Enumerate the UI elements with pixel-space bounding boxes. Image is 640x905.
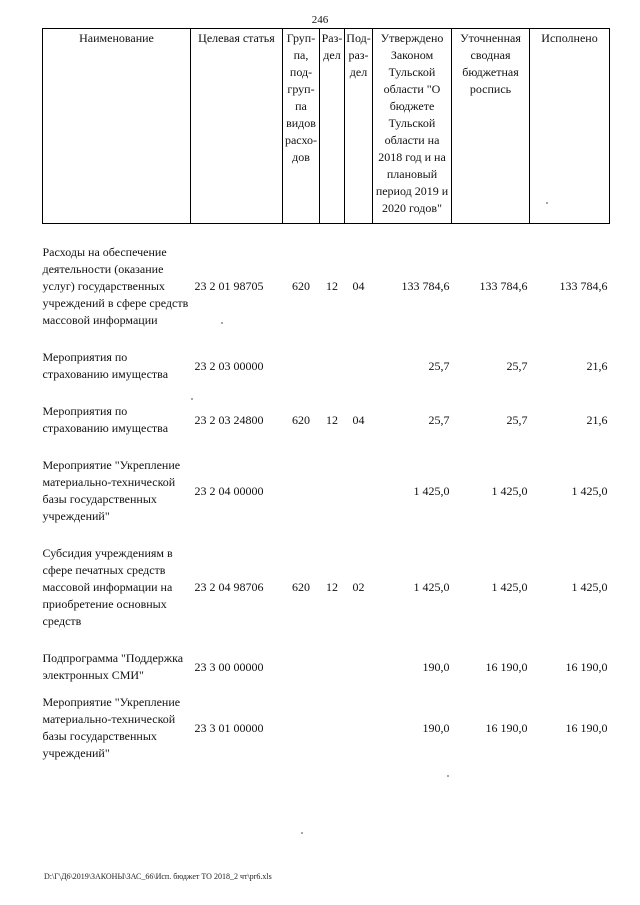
row-section: 12	[326, 412, 338, 427]
col-header-revised: Уточненная сводная бюджетная роспись	[452, 29, 530, 224]
row-name: Расходы на обеспечение деятельности (оказание услуг) государственных учреждений в сфере средств массовой информации	[42, 245, 189, 327]
table-row	[43, 403, 610, 437]
row-section	[320, 349, 345, 383]
table-row	[43, 457, 610, 525]
col-header-approved: Утверждено Законом Тульской области "О бюджете Тульской области на 2018 год и на плановый период 2019 и 2020 годов"	[373, 29, 452, 224]
row-subsection	[345, 650, 373, 684]
row-approved: 133 784,6	[401, 279, 450, 293]
row-name: Мероприятия по страхованию имущества	[42, 404, 169, 435]
row-executed: 16 190,0	[565, 720, 608, 735]
col-header-target-article: Целевая статья	[191, 29, 283, 224]
row-subsection	[345, 457, 373, 525]
page-number: 246	[311, 14, 329, 26]
row-code: 23 3 01 00000	[194, 720, 264, 735]
row-executed: 1 425,0	[571, 580, 608, 594]
row-revised: 1 425,0	[491, 483, 528, 498]
row-revised: 16 190,0	[485, 720, 528, 735]
row-name: Подпрограмма "Поддержка электронных СМИ"	[42, 651, 184, 682]
scan-speck	[301, 832, 303, 834]
row-approved: 25,7	[428, 358, 450, 373]
row-subsection: 04	[352, 279, 365, 293]
row-approved: 190,0	[422, 659, 450, 674]
row-name: Мероприятие "Укрепление материально-технической базы государственных учреждений"	[42, 695, 181, 760]
row-code: 23 2 04 98706	[194, 580, 264, 594]
row-code: 23 2 04 00000	[194, 483, 264, 498]
row-expense-group	[283, 694, 320, 762]
row-section	[320, 457, 345, 525]
row-subsection	[345, 349, 373, 383]
row-name: Мероприятие "Укрепление материально-технической базы государственных учреждений"	[42, 458, 181, 523]
row-subsection: 04	[352, 412, 365, 427]
row-revised: 25,7	[506, 358, 528, 373]
col-header-name: Наименование	[43, 29, 191, 224]
col-header-expense-group: Груп-па, под-груп-па видов расхо-дов	[283, 29, 320, 224]
row-expense-group	[283, 349, 320, 383]
row-section: 12	[326, 279, 338, 293]
row-executed: 1 425,0	[571, 483, 608, 498]
row-name: Субсидия учреждениям в сфере печатных средств массовой информации на приобретение основных средств	[42, 546, 173, 628]
col-header-section: Раз-дел	[320, 29, 345, 224]
row-expense-group	[283, 650, 320, 684]
row-executed: 16 190,0	[565, 659, 608, 674]
row-approved: 1 425,0	[413, 580, 450, 594]
row-section: 12	[326, 580, 338, 594]
row-expense-group: 620	[292, 580, 310, 594]
col-header-executed: Исполнено	[530, 29, 610, 224]
row-expense-group: 620	[292, 412, 310, 427]
table-row	[43, 545, 610, 630]
row-section	[320, 694, 345, 762]
row-executed: 133 784,6	[559, 279, 608, 293]
row-revised: 25,7	[506, 412, 528, 427]
col-header-subsection: Под-раз-дел	[345, 29, 373, 224]
row-expense-group	[283, 457, 320, 525]
row-subsection: 02	[352, 580, 365, 594]
row-section	[320, 650, 345, 684]
row-name: Мероприятия по страхованию имущества	[42, 350, 169, 381]
file-path-footer: D:\Г\Д6\2019\ЗАКОНЫ\ЗАС_66\Исп. бюджет ТО 2018_2 чт\pr6.xls	[44, 872, 272, 881]
table-row	[43, 244, 610, 329]
table-header-row	[43, 29, 610, 224]
row-code: 23 3 00 00000	[194, 659, 264, 674]
row-revised: 133 784,6	[479, 279, 528, 293]
row-executed: 21,6	[586, 412, 608, 427]
table-row	[43, 650, 610, 684]
row-expense-group: 620	[292, 279, 310, 293]
row-code: 23 2 01 98705	[194, 279, 264, 293]
row-code: 23 2 03 24800	[194, 412, 264, 427]
row-approved: 1 425,0	[413, 483, 450, 498]
row-subsection	[345, 694, 373, 762]
scan-speck	[191, 398, 193, 400]
row-revised: 16 190,0	[485, 659, 528, 674]
row-revised: 1 425,0	[491, 580, 528, 594]
budget-table	[42, 28, 610, 762]
scan-speck	[546, 202, 548, 204]
row-approved: 190,0	[422, 720, 450, 735]
table-row	[43, 349, 610, 383]
row-approved: 25,7	[428, 412, 450, 427]
row-executed: 21,6	[586, 358, 608, 373]
scan-speck	[221, 322, 223, 324]
row-code: 23 2 03 00000	[194, 358, 264, 373]
scan-speck	[447, 775, 449, 777]
table-row	[43, 694, 610, 762]
